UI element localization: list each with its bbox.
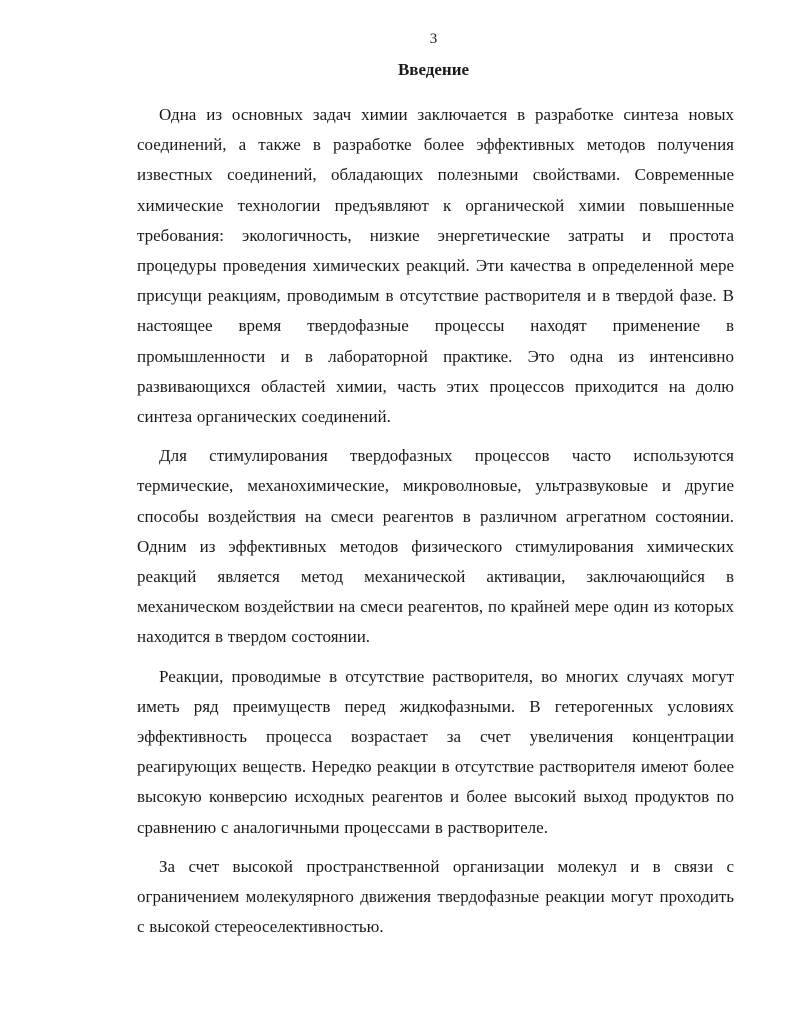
page-number: 3 bbox=[429, 31, 438, 47]
paragraph-3: Реакции, проводимые в отсутствие растворителя, во многих случаях могут иметь ряд преимуществ перед жидкофазными. В гетерогенных условиях эффективность процесса возрастает за счет увеличения концентрации реагирующих веществ. Нередко реакции в отсутствие растворителя имеют более высокую конверсию исходных реагентов и более высокий выход продуктов по сравнению с аналогичными процессами в растворителе. bbox=[137, 666, 734, 837]
paragraph-4: За счет высокой пространственной организации молекул и в связи с ограничением молекулярного движения твердофазные реакции могут проходить с высокой стереоселективностью. bbox=[137, 856, 734, 937]
paragraph-1: Одна из основных задач химии заключается в разработке синтеза новых соединений, а также в разработке более эффективных методов получения известных соединений, обладающих полезными свойствами. Современные химические технологии предъявляют к органической химии повышенные требования: экологичность, низкие энергетические затраты и простота процедуры проведения химических реакций. Эти качества в определенной мере присущи реакциям, проводимым в отсутствие растворителя и в твердой фазе. В настоящее время твердофазные процессы находят применение в промышленности и в лабораторной практике. Это одна из интенсивно развивающихся областей химии, часть этих процессов приходится на долю синтеза органических соединений. bbox=[137, 105, 734, 427]
paragraph-2: Для стимулирования твердофазных процессов часто используются термические, механохимические, микроволновые, ультразвуковые и другие способы воздействия на смеси реагентов в различном агрегатном состоянии. Одним из эффективных методов физического стимулирования химических реакций является метод механической активации, заключающийся в механическом воздействии на смеси реагентов, по крайней мере один из которых находится в твердом состоянии. bbox=[137, 446, 734, 647]
body-text bbox=[137, 100, 734, 951]
section-title: Введение bbox=[397, 60, 470, 79]
